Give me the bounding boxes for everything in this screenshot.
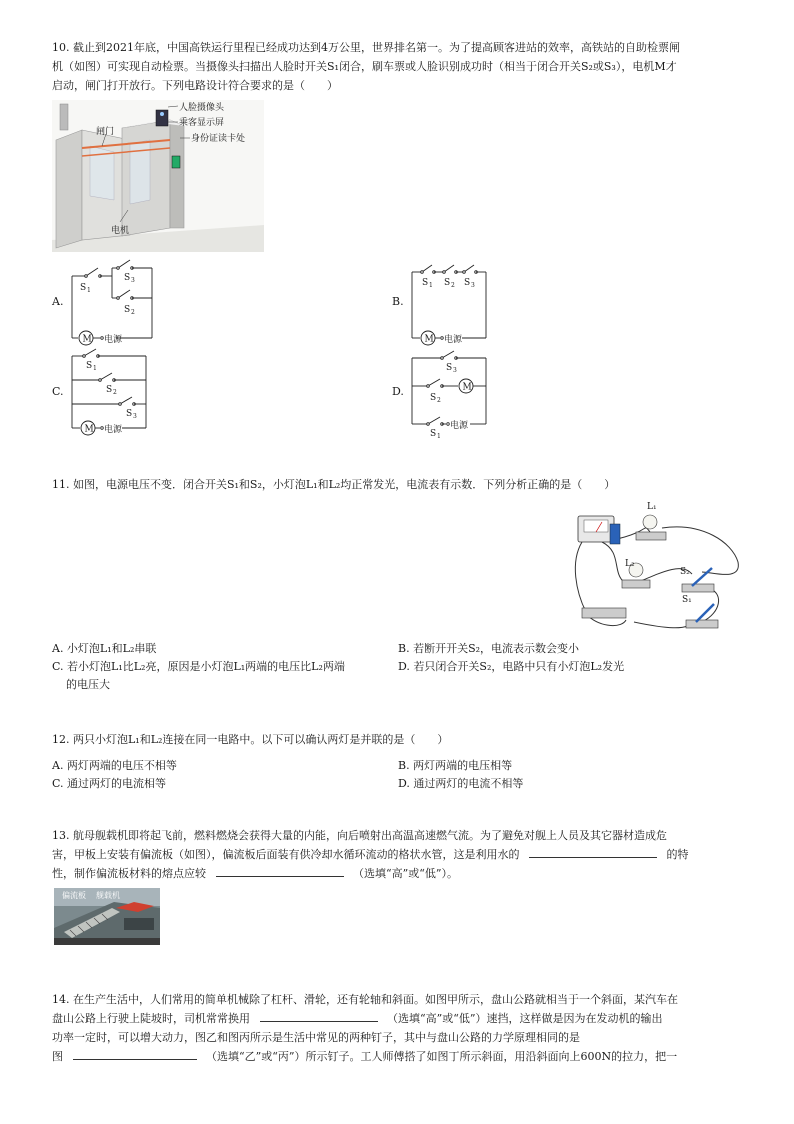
q11-l1-label: L₁ (647, 502, 657, 512)
q14-line1: 14. 在生产生活中，人们常用的简单机械除了杠杆、滑轮，还有轮轴和斜面。如图甲所示，盘山公路就相当于一个斜面，某汽车在 (52, 993, 678, 1006)
question-11-stem: 11. 如图，电源电压不变．闭合开关S₁和S₂，小灯泡L₁和L₂均正常发光，电流表有示数．下列分析正确的是（ ） (52, 478, 616, 491)
q10-option-d-label[interactable]: D. (392, 385, 404, 398)
q11-option-c[interactable]: C. 若小灯泡L₁比L₂亮，原因是小灯泡L₁两端的电压比L₂两端 (52, 660, 345, 673)
motor-symbol-c: M (84, 424, 94, 435)
power-label-d: 电源 (450, 421, 469, 431)
q11-option-d[interactable]: D. 若只闭合开关S₂，电路中只有小灯泡L₂发光 (398, 660, 625, 673)
q13-line2-b: 的特 (666, 848, 689, 861)
q13-line1: 13. 航母舰载机即将起飞前，燃料燃烧会获得大量的内能，向后喷射出高温高速燃气流。为了避免对舰上人员及其它器材造成危 (52, 829, 667, 842)
svg-text:3: 3 (453, 367, 457, 374)
q14-line2-b: （选填“高”或“低”）速挡，这样做是因为在发动机的输出 (387, 1012, 663, 1025)
motor-symbol-d: M (462, 382, 472, 393)
q14-blank-2[interactable] (73, 1047, 197, 1060)
question-13 (52, 826, 742, 883)
q11-circuit-photo (562, 502, 744, 636)
svg-text:2: 2 (451, 282, 455, 289)
q14-blank-1[interactable] (260, 1009, 378, 1022)
svg-text:1: 1 (437, 433, 441, 438)
svg-text:2: 2 (131, 309, 135, 316)
power-label-a: 电源 (104, 335, 123, 345)
q13-line2-a: 害，甲板上安装有偏流板（如图），偏流板后面装有供冷却水循环流动的格状水管，这是利用水的 (52, 848, 520, 861)
q14-line2-a: 盘山公路上行驶上陡坡时，司机常常换用 (52, 1012, 250, 1025)
ticket-gate-illustration (52, 100, 264, 252)
q12-option-a[interactable]: A. 两灯两端的电压不相等 (52, 759, 177, 772)
s2-label-c: S (106, 385, 113, 395)
question-14 (52, 990, 742, 1066)
svg-text:3: 3 (471, 282, 475, 289)
q14-line4-b: （选填“乙”或“丙”）所示钉子。工人师傅搭了如图丁所示斜面，用沿斜面向上600N的拉力，把一 (206, 1050, 678, 1063)
q11-option-b[interactable]: B. 若断开开关S₂，电流表示数会变小 (398, 642, 580, 655)
q11-l2-label: L₂ (625, 559, 635, 569)
svg-text:1: 1 (93, 365, 97, 372)
power-label-c: 电源 (104, 425, 123, 435)
s3-label-b: S (464, 278, 471, 288)
s1-label-a: S (80, 283, 87, 293)
q13-line3-b: （选填“高”或“低”）。 (353, 867, 458, 880)
svg-text:2: 2 (113, 389, 117, 396)
q11-option-a[interactable]: A. 小灯泡L₁和L₂串联 (52, 642, 157, 655)
svg-text:2: 2 (437, 397, 441, 404)
s3-label-d: S (446, 363, 453, 373)
q10-option-c-label[interactable]: C. (52, 385, 64, 398)
motor-symbol-a: M (82, 334, 92, 345)
s1-label-b: S (422, 278, 429, 288)
circuit-c (66, 346, 162, 438)
ticket-gate-figure (52, 100, 264, 252)
circuit-a (66, 258, 162, 350)
s1-label-d: S (430, 429, 437, 438)
s1-label-c: S (86, 361, 93, 371)
question-10 (52, 38, 742, 95)
q10-option-a-label[interactable]: A. (52, 295, 64, 308)
s2-label-a: S (124, 305, 131, 315)
q10-line3: 启动，闸门打开放行。下列电路设计符合要求的是（ ） (52, 79, 338, 92)
motor-symbol-b: M (424, 334, 434, 345)
label-motor: 电机 (111, 226, 130, 236)
s2-label-d: S (430, 393, 437, 403)
label-screen: 乘客显示屏 (179, 118, 225, 128)
circuit-d (406, 346, 502, 438)
label-id-reader: 身份证读卡处 (191, 134, 246, 144)
svg-text:3: 3 (133, 413, 137, 420)
aircraft-label: 舰载机 (96, 891, 120, 900)
svg-text:1: 1 (429, 282, 433, 289)
svg-text:1: 1 (87, 287, 91, 294)
q10-line2: 机（如图）可实现自动检票。当摄像头扫描出人脸时开关S₁闭合，刷车票或人脸识别成功时（相当于闭合开关S₂或S₃），电机M才 (52, 60, 677, 73)
q12-option-d[interactable]: D. 通过两灯的电流不相等 (398, 777, 524, 790)
deflector-label: 偏流板 (62, 891, 86, 900)
q10-option-b-label[interactable]: B. (392, 295, 404, 308)
s3-label-a: S (124, 273, 131, 283)
q11-s2-label: S₂ (680, 567, 690, 577)
q14-line3: 功率一定时，可以增大动力，图乙和图丙所示是生活中常见的两种钉子，其中与盘山公路的力学原理相同的是 (52, 1031, 580, 1044)
q13-blank-2[interactable] (216, 864, 344, 877)
s3-label-c: S (126, 409, 133, 419)
q14-line4-a: 图 (52, 1050, 63, 1063)
q11-option-c-cont: 的电压大 (66, 678, 110, 691)
q13-line3-a: 性，制作偏流板材料的熔点应较 (52, 867, 206, 880)
q12-option-c[interactable]: C. 通过两灯的电流相等 (52, 777, 167, 790)
q10-line1: 10. 截止到2021年底，中国高铁运行里程已经成功达到4万公里，世界排名第一。为了提高顾客进站的效率，高铁站的自助检票闸 (52, 41, 680, 54)
s2-label-b: S (444, 278, 451, 288)
label-gate: 闸门 (96, 127, 115, 137)
q13-blank-1[interactable] (529, 845, 657, 858)
q12-option-b[interactable]: B. 两灯两端的电压相等 (398, 759, 513, 772)
label-camera: 人脸摄像头 (179, 103, 225, 113)
circuit-b (406, 258, 502, 350)
power-label-b: 电源 (444, 335, 463, 345)
q11-s1-label: S₁ (682, 595, 692, 605)
svg-text:3: 3 (131, 277, 135, 284)
question-12-stem: 12. 两只小灯泡L₁和L₂连接在同一电路中。以下可以确认两灯是并联的是（ ） (52, 733, 449, 746)
